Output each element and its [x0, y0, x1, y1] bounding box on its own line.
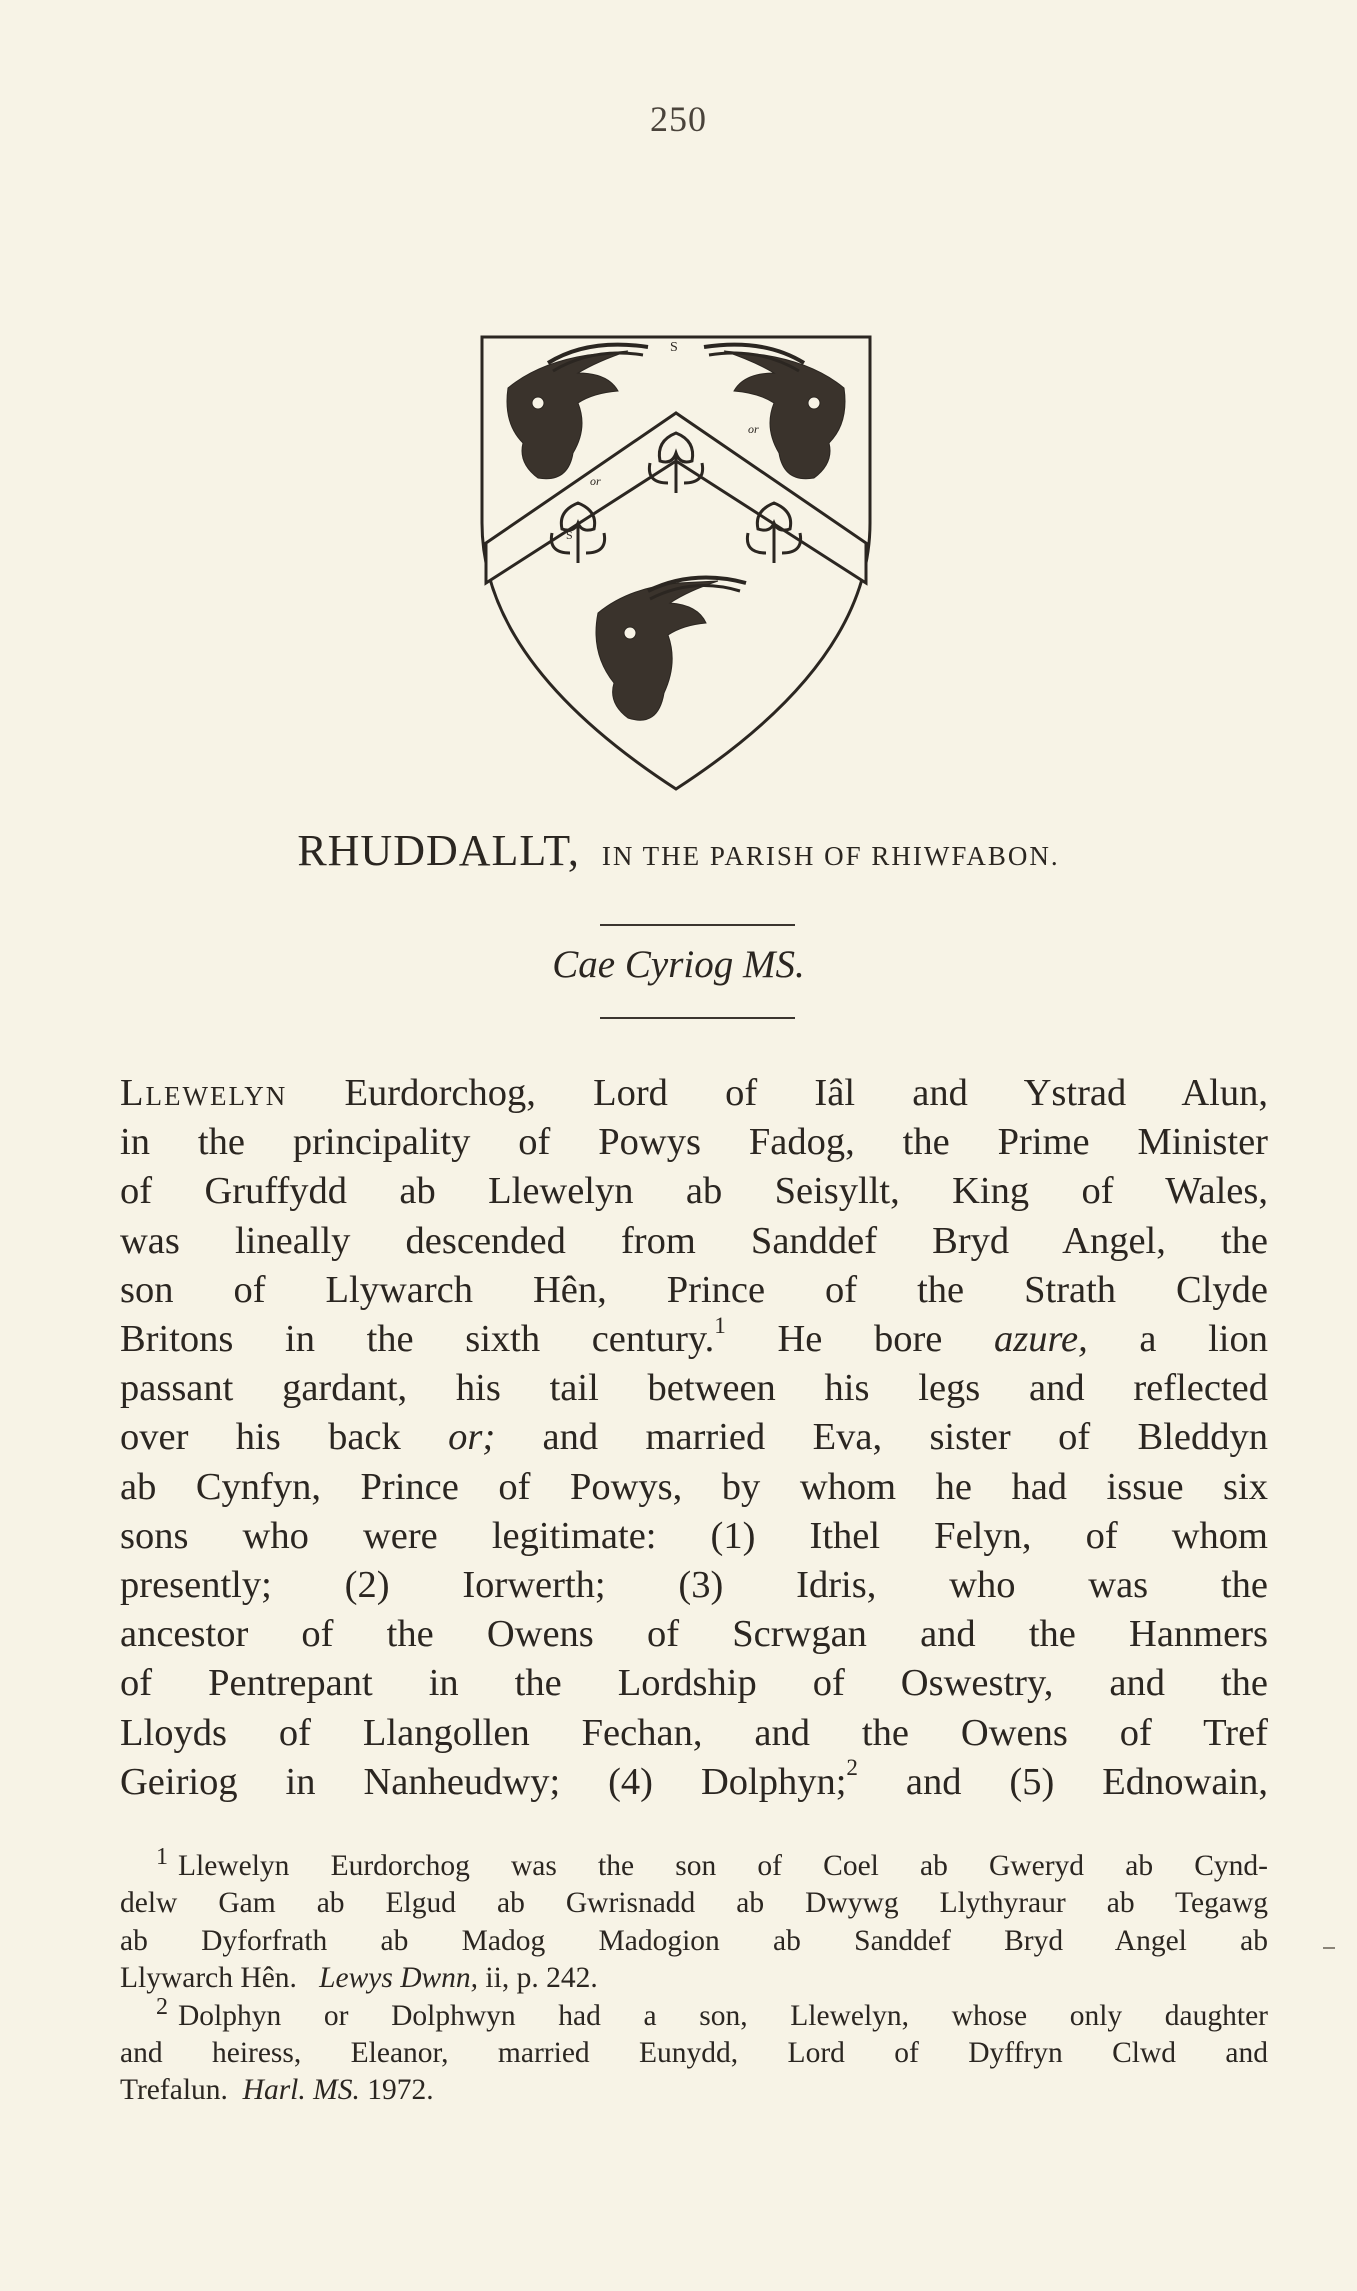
body-line: of Pentrepant in the Lordship of Oswestry, and the	[120, 1662, 1268, 1705]
body-line: ab Cynfyn, Prince of Powys, by whom he had issue six	[120, 1465, 1268, 1508]
footnote-ref-1: 1	[714, 1311, 726, 1338]
body-line: of Gruffydd ab Llewelyn ab Seisyllt, King of Wales,	[120, 1170, 1268, 1213]
body-line: son of Llywarch Hên, Prince of the Strath Clyde	[120, 1268, 1268, 1311]
source-title: Cae Cyriog MS.	[552, 943, 805, 986]
shield-illustration	[478, 333, 874, 793]
footnote-marker-1: 1	[156, 1844, 168, 1871]
main-paragraph	[120, 1069, 1268, 1807]
body-line: Geiriog in Nanheudwy; (4) Dolphyn;$^2$ and (5) Ednowain,	[120, 1754, 1268, 1803]
footnote-2-line: $^2$ Dolphyn or Dolphwyn had a son, Llewelyn, whose only daughter	[156, 1993, 1268, 2032]
margin-mark	[1323, 1947, 1335, 1949]
page-number: 250	[650, 99, 707, 139]
body-line: presently; (2) Iorwerth; (3) Idris, who was the	[120, 1564, 1268, 1607]
coat-of-arms	[478, 333, 874, 793]
tincture-label-or-right: or	[748, 422, 759, 436]
place-name: RHUDDALLT,	[297, 826, 580, 875]
body-line: sons who were legitimate: (1) Ithel Felyn, of whom	[120, 1514, 1268, 1557]
body-line: was lineally descended from Sanddef Bryd Angel, the	[120, 1219, 1268, 1262]
footnote-1-line: $^1$ Llewelyn Eurdorchog was the son of Coel ab Gweryd ab Cynd-	[156, 1844, 1268, 1882]
footnote-1-line: ab Dyforfrath ab Madog Madogion ab Sanddef Bryd Angel ab	[120, 1924, 1268, 1957]
footnote-1-line: Llywarch Hên. Lewys Dwnn, ii, p. 242.	[120, 1962, 598, 1995]
body-line: ancestor of the Owens of Scrwgan and the Hanmers	[120, 1613, 1268, 1656]
tincture-label-top: S	[670, 340, 678, 355]
body-line: Lloyds of Llangollen Fechan, and the Owens of Tref	[120, 1711, 1268, 1754]
place-heading	[0, 825, 1357, 876]
footnote-2-line: and heiress, Eleanor, married Eunydd, Lord of Dyffryn Clwd and	[120, 2037, 1268, 2070]
footnote-ref-2: 2	[846, 1754, 858, 1781]
footnote-marker-2: 2	[156, 1993, 168, 2020]
rule-top	[600, 924, 795, 926]
body-line: Llewelyn Eurdorchog, Lord of Iâl and Ystrad Alun,	[120, 1072, 1268, 1114]
body-line: in the principality of Powys Fadog, the Prime Minister	[120, 1121, 1268, 1164]
body-line: Britons in the sixth century.$^1$ He bore azure, a lion	[120, 1311, 1268, 1361]
body-line: passant gardant, his tail between his legs and reflected	[120, 1367, 1268, 1410]
footnote-1-line: delw Gam ab Elgud ab Gwrisnadd ab Dwywg Llythyraur ab Tegawg	[120, 1887, 1268, 1920]
tincture-label-or-left: or	[590, 474, 601, 488]
body-line: over his back or; and married Eva, sister of Bleddyn	[120, 1416, 1268, 1459]
tincture-label-s-cross: S	[566, 528, 573, 542]
footnote-2-line: Trefalun. Harl. MS. 1972.	[120, 2074, 434, 2107]
footnotes	[120, 1844, 1268, 2110]
place-parish: IN THE PARISH OF RHIWFABON.	[601, 841, 1060, 871]
rule-bottom	[600, 1017, 795, 1019]
